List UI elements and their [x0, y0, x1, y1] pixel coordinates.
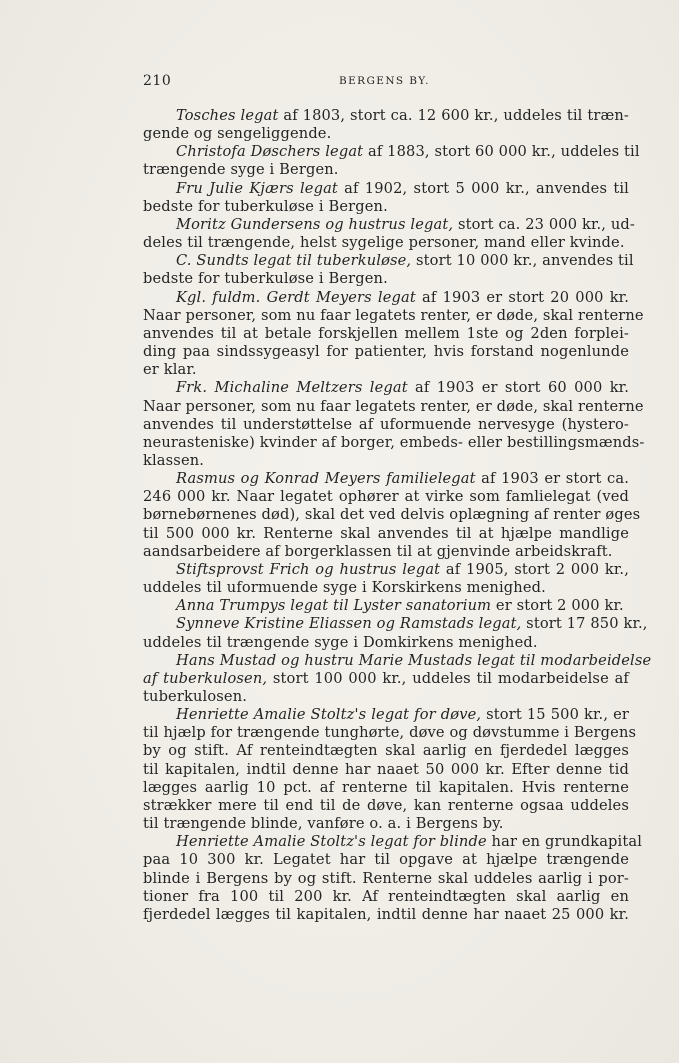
text-line: [143, 561, 629, 579]
text-line: [143, 306, 644, 325]
text-line: [143, 325, 629, 343]
legat-text: fjerdedel lægges til kapitalen, indtil denne har naaet 25 000 kr.: [143, 905, 629, 923]
legat-entry: [143, 288, 644, 380]
legat-text: til hjælp for trængende tunghørte, døve og døvstumme i Bergens: [143, 724, 637, 742]
text-line: [143, 525, 629, 543]
text-line: [143, 180, 629, 198]
text-line: [143, 724, 637, 742]
legat-title: Stiftsprovst Frich og hustrus legat: [176, 560, 441, 578]
legat-entry: [143, 252, 634, 288]
text-line: [143, 270, 629, 288]
legat-text: blinde i Bergens by og stift. Renterne skal uddeles aarlig i por-: [143, 869, 629, 887]
legat-entry: [143, 143, 640, 179]
text-line: [143, 433, 645, 452]
text-line: [143, 597, 629, 615]
body-text: [143, 107, 652, 924]
legat-title: Moritz Gundersens og hustrus legat,: [176, 215, 454, 233]
legat-text: til trængende blinde, vanføre o. a. i Bergens by.: [143, 815, 504, 833]
legat-text: tuberkulosen.: [143, 688, 248, 705]
legat-text: stort 10 000 kr., anvendes til: [411, 252, 634, 270]
legat-entry: [143, 597, 629, 615]
text-line: [143, 615, 648, 633]
text-line: [143, 397, 644, 416]
text-line: [143, 125, 629, 143]
legat-text: bedste for tuberkuløse i Bergen.: [143, 270, 388, 288]
legat-text: aandsarbeidere af borgerklassen til at gjenvinde arbeidskraft.: [143, 542, 613, 560]
legat-text: af 1883, stort 60 000 kr., uddeles til: [363, 143, 640, 161]
legat-text: er klar.: [143, 361, 197, 379]
text-line: [143, 761, 629, 779]
text-line: [143, 416, 629, 434]
text-line: [143, 634, 629, 652]
legat-text: Naar personer, som nu faar legatets renter, er døde, skal renterne: [143, 306, 644, 324]
text-line: [143, 215, 635, 234]
legat-entry: [143, 561, 629, 597]
legat-text: af 1903 er stort 20 000 kr.: [415, 288, 629, 306]
legat-title: Synneve Kristine Eliassen og Ramstads legat,: [176, 615, 522, 633]
text-line: [143, 742, 629, 760]
legat-text: anvendes til at betale forskjellen mellem 1ste og 2den forplei-: [143, 324, 629, 342]
text-line: [143, 143, 640, 161]
text-line: [143, 234, 629, 252]
legat-text: af 1902, stort 5 000 kr., anvendes til: [337, 179, 629, 197]
legat-title: Kgl. fuldm. Gerdt Meyers legat: [176, 288, 416, 306]
text-line: [143, 470, 629, 488]
text-line: [143, 688, 629, 706]
legat-entry: [143, 833, 643, 924]
legat-entry: [143, 651, 652, 706]
legat-text: har en grundkapital: [486, 833, 643, 851]
text-line: [143, 252, 634, 270]
legat-text: til 500 000 kr. Renterne skal anvendes til at hjælpe mandlige: [143, 524, 629, 542]
text-line: [143, 361, 629, 379]
legat-text: stort 15 500 kr., er: [481, 706, 629, 724]
legat-title: Rasmus og Konrad Meyers familielegat: [176, 470, 476, 488]
legat-title: Frk. Michaline Meltzers legat: [176, 379, 408, 397]
text-line: [143, 506, 641, 524]
text-line: [143, 198, 629, 216]
text-line: [143, 107, 629, 125]
text-line: [143, 579, 629, 597]
legat-entry: [143, 215, 635, 252]
legat-text: gende og sengeliggende.: [143, 125, 332, 143]
legat-entry: [143, 706, 637, 833]
text-line: [143, 543, 629, 561]
legat-text: anvendes til understøttelse af uformuende nervesyge (hystero-: [143, 415, 629, 433]
legat-entry: [143, 379, 645, 470]
text-line: [143, 833, 643, 851]
legat-text: er stort 2 000 kr.: [491, 597, 624, 615]
legat-title: af tuberkulosen,: [143, 669, 268, 687]
legat-entry: [143, 615, 648, 651]
legat-text: af 1903 er stort ca.: [475, 470, 629, 488]
legat-entry: [143, 180, 629, 216]
legat-text: til kapitalen, indtil denne har naaet 50 000 kr. Efter denne tid: [143, 760, 629, 778]
legat-title: Henriette Amalie Stoltz's legat for døve,: [176, 706, 482, 724]
text-line: [143, 906, 629, 924]
legat-title: Fru Julie Kjærs legat: [176, 179, 338, 197]
legat-text: lægges aarlig 10 pct. af renterne til kapitalen. Hvis renterne: [143, 778, 629, 796]
legat-text: ding paa sindssygeasyl for patienter, hvis forstand nogenlunde: [143, 343, 629, 361]
text-line: [143, 670, 629, 688]
legat-title: Anna Trumpys legat til Lyster sanatorium: [176, 597, 492, 615]
text-line: [143, 452, 629, 470]
legat-entry: [143, 107, 629, 143]
legat-text: klassen.: [143, 451, 205, 469]
text-line: [143, 289, 629, 307]
legat-title: Christofa Døschers legat: [176, 143, 364, 161]
text-line: [143, 797, 629, 815]
text-line: [143, 815, 629, 833]
legat-text: deles til trængende, helst sygelige personer, mand eller kvinde.: [143, 234, 625, 252]
legat-text: af 1905, stort 2 000 kr.,: [440, 560, 629, 578]
legat-text: stort 17 850 kr.,: [521, 615, 648, 633]
legat-text: neurasteniske) kvinder af borger, embeds- eller bestillingsmænds-: [143, 433, 645, 451]
legat-title: Hans Mustad og hustru Marie Mustads legat til modarbeidelse: [176, 651, 652, 669]
legat-text: by og stift. Af renteindtægten skal aarlig en fjerdedel lægges: [143, 742, 629, 760]
text-line: [143, 343, 629, 361]
text-line: [143, 379, 629, 397]
page-header: [143, 73, 629, 93]
page-number: 210: [143, 73, 172, 89]
text-line: [143, 888, 629, 906]
running-head: BERGENS BY.: [339, 75, 430, 87]
legat-title: Tosches legat: [176, 107, 279, 124]
legat-text: stort ca. 23 000 kr., ud-: [453, 215, 635, 233]
legat-text: børnebørnenes død), skal det ved delvis oplægning af renter øges: [143, 506, 641, 524]
legat-text: bedste for tuberkuløse i Bergen.: [143, 197, 388, 215]
legat-text: uddeles til trængende syge i Domkirkens menighed.: [143, 633, 538, 651]
legat-text: stort 100 000 kr., uddeles til modarbeidelse af: [267, 669, 629, 687]
legat-title: C. Sundts legat til tuberkuløse,: [176, 252, 412, 270]
legat-entry: [143, 470, 641, 561]
legat-title: Henriette Amalie Stoltz's legat for blinde: [176, 833, 487, 851]
text-line: [143, 851, 629, 869]
legat-text: strækker mere til end til de døve, kan renterne ogsaa uddeles: [143, 796, 629, 814]
legat-text: Naar personer, som nu faar legatets renter, er døde, skal renterne: [143, 397, 644, 415]
legat-text: 246 000 kr. Naar legatet ophører at virke som famlielegat (ved: [143, 488, 629, 506]
legat-text: trængende syge i Bergen.: [143, 161, 339, 179]
legat-text: af 1803, stort ca. 12 600 kr., uddeles til træn-: [278, 107, 629, 124]
legat-text: paa 10 300 kr. Legatet har til opgave at hjælpe trængende: [143, 851, 629, 869]
text-line: [143, 651, 652, 670]
text-line: [143, 161, 629, 179]
text-line: [143, 706, 629, 724]
legat-text: uddeles til uformuende syge i Korskirkens menighed.: [143, 579, 546, 597]
text-line: [143, 870, 629, 888]
legat-text: af 1903 er stort 60 000 kr.: [407, 379, 629, 397]
text-line: [143, 779, 629, 797]
text-line: [143, 488, 629, 506]
legat-text: tioner fra 100 til 200 kr. Af renteindtægten skal aarlig en: [143, 887, 629, 905]
